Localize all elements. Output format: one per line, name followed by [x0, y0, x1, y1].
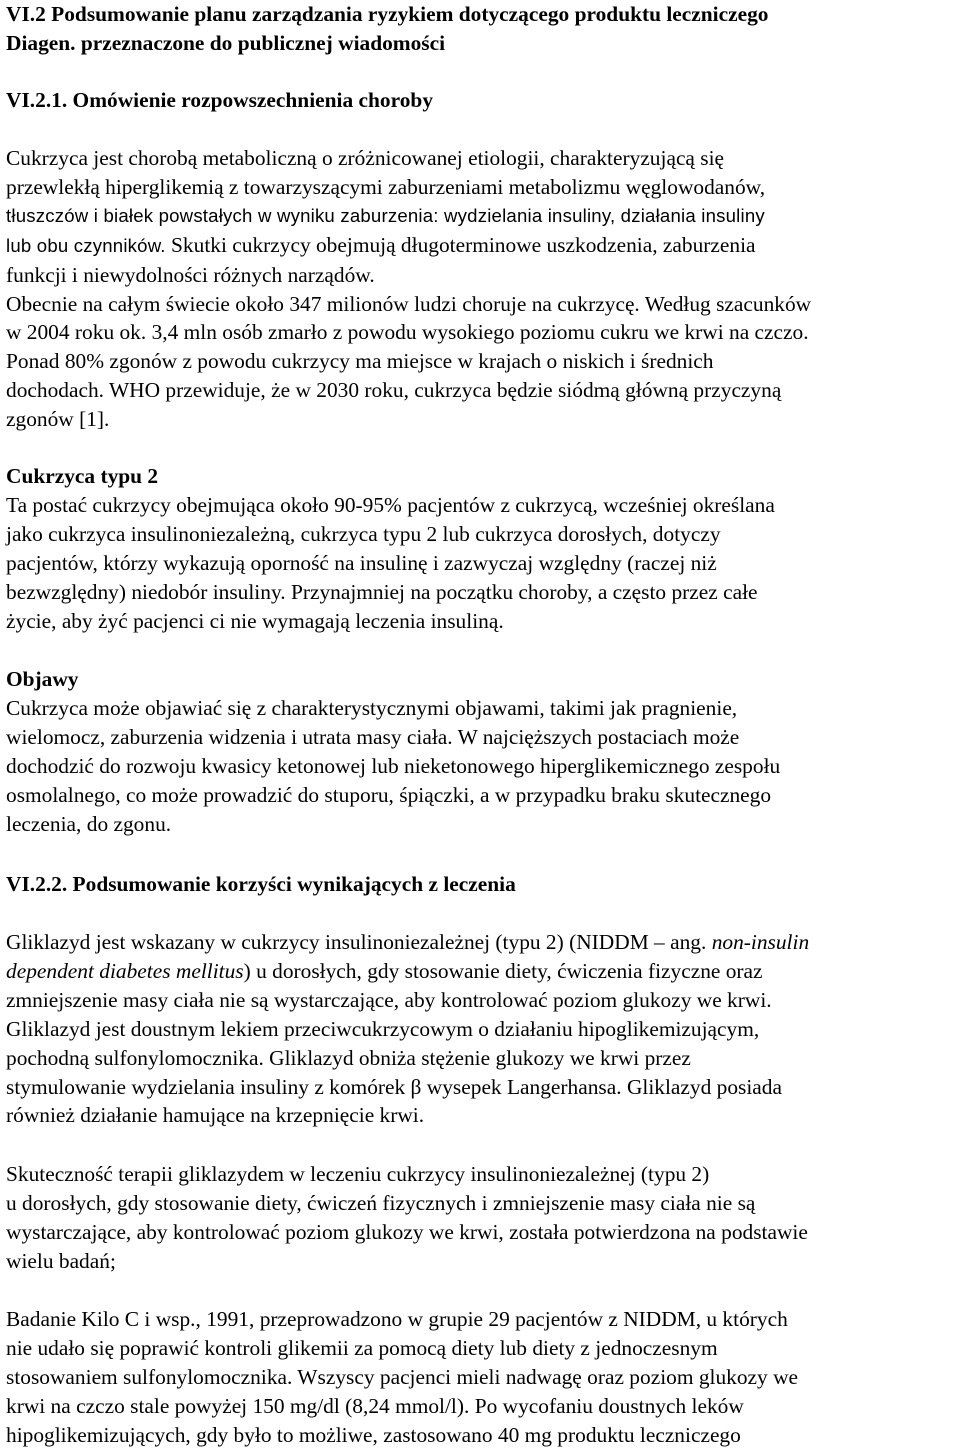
- text-line: Obecnie na całym świecie około 347 milionów ludzi choruje na cukrzycę. Według szacunków: [6, 291, 812, 316]
- text-line: stosowaniem sulfonylomocznika. Wszyscy pacjenci mieli nadwagę oraz poziom glukozy we: [6, 1364, 799, 1389]
- text-line: krwi na czczo stale powyżej 150 mg/dl (8,24 mmol/l). Po wycofaniu doustnych leków: [6, 1393, 744, 1418]
- text-line: Badanie Kilo C i wsp., 1991, przeprowadzono w grupie 29 pacjentów z NIDDM, u których: [6, 1307, 788, 1331]
- text-span: ) u dorosłych, gdy stosowanie diety, ćwiczenia fizyczne oraz: [243, 958, 763, 983]
- text-line: [6, 928, 809, 957]
- text-line: tłuszczów i białek powstałych w wyniku zaburzenia: wydzielania insuliny, działania insuliny: [6, 204, 765, 226]
- text-line: dochodzić do rozwoju kwasicy ketonowej lub nieketonowego hiperglikemicznego zespołu: [6, 753, 781, 778]
- italic-span: non-insulin: [711, 930, 810, 954]
- type2-heading: Cukrzyca typu 2: [6, 464, 159, 488]
- subsection-title: VI.2.1. Omówienie rozpowszechnienia choroby: [6, 88, 434, 112]
- text-line: Ta postać cukrzycy obejmująca około 90-95% pacjentów z cukrzycą, wcześniej określana: [6, 492, 775, 517]
- text-line: leczenia, do zgonu.: [6, 811, 172, 836]
- text-span: Skutki cukrzycy obejmują długoterminowe uszkodzenia, zaburzenia: [165, 232, 756, 257]
- text-line: hipoglikemizujących, gdy było to możliwe, zastosowano 40 mg produktu leczniczego: [6, 1422, 741, 1447]
- text-span: Gliklazyd jest wskazany w cukrzycy insulinoniezależnej (typu 2) (NIDDM – ang.: [6, 930, 712, 954]
- text-line: funkcji i niewydolności różnych narządów.: [6, 262, 375, 287]
- text-line: zmniejszenie masy ciała nie są wystarczające, aby kontrolować poziom glukozy we krwi.: [6, 987, 772, 1012]
- text-line: pacjentów, którzy wykazują oporność na insulinę i zazwyczaj względny (raczej niż: [6, 550, 717, 575]
- text-line: przewlekłą hiperglikemią z towarzyszącymi zaburzeniami metabolizmu węglowodanów,: [6, 174, 766, 199]
- text-line: wystarczające, aby kontrolować poziom glukozy we krwi, została potwierdzona na podstawie: [6, 1219, 808, 1244]
- text-line: dochodach. WHO przewiduje, że w 2030 roku, cukrzyca będzie siódmą główną przyczyną: [6, 378, 782, 403]
- text-line: jako cukrzyca insulinoniezależną, cukrzyca typu 2 lub cukrzyca dorosłych, dotyczy: [6, 521, 721, 546]
- text-line: Ponad 80% zgonów z powodu cukrzycy ma miejsce w krajach o niskich i średnich: [6, 349, 714, 374]
- text-line: wielomocz, zaburzenia widzenia i utrata masy ciała. W najcięższych postaciach może: [6, 724, 740, 749]
- text-line: [6, 957, 809, 986]
- text-line: Gliklazyd jest doustnym lekiem przeciwcukrzycowym o działaniu hipoglikemizującym,: [6, 1016, 760, 1041]
- italic-span: dependent diabetes mellitus: [6, 958, 244, 983]
- section-title-line: Diagen. przeznaczone do publicznej wiadomości: [6, 30, 446, 55]
- symptoms-heading: Objawy: [6, 667, 79, 691]
- benefits-title: VI.2.2. Podsumowanie korzyści wynikających z leczenia: [6, 872, 516, 896]
- text-line: u dorosłych, gdy stosowanie diety, ćwiczeń fizycznych i zmniejszenie masy ciała nie są: [6, 1190, 756, 1215]
- text-line: w 2004 roku ok. 3,4 mln osób zmarło z powodu wysokiego poziomu cukru we krwi na czczo.: [6, 320, 809, 345]
- type2-section: [6, 462, 775, 635]
- text-line: Cukrzyca jest chorobą metaboliczną o zróżnicowanej etiologii, charakteryzującą się: [6, 146, 725, 170]
- text-line: stymulowanie wydzielania insuliny z komórek β wysepek Langerhansa. Gliklazyd posiada: [6, 1074, 782, 1099]
- text-line: bezwzględny) niedobór insuliny. Przynajmniej na początku choroby, a często przez całe: [6, 579, 758, 604]
- text-line: [6, 231, 811, 261]
- text-span: lub obu czynników.: [6, 234, 166, 256]
- text-line: zgonów [1].: [6, 407, 110, 432]
- text-line: nie udało się poprawić kontroli glikemii za pomocą diety lub diety z jednoczesnym: [6, 1335, 718, 1360]
- text-line: życie, aby żyć pacjenci ci nie wymagają leczenia insuliną.: [6, 608, 504, 633]
- benefits-paragraph: [6, 928, 809, 1130]
- kilo-study-paragraph: [6, 1305, 798, 1450]
- text-line: wielu badań;: [6, 1248, 116, 1273]
- symptoms-section: [6, 665, 780, 838]
- text-line: również działanie hamujące na krzepnięcie krwi.: [6, 1103, 425, 1128]
- text-line: Skuteczność terapii gliklazydem w leczeniu cukrzycy insulinoniezależnej (typu 2): [6, 1162, 710, 1186]
- text-line: osmolalnego, co może prowadzić do stuporu, śpiączki, a w przypadku braku skutecznego: [6, 782, 772, 807]
- section-title-line: VI.2 Podsumowanie planu zarządzania ryzykiem dotyczącego produktu leczniczego: [6, 2, 769, 26]
- prevalence-paragraph: [6, 144, 811, 434]
- efficacy-paragraph: [6, 1160, 808, 1276]
- section-title: [6, 0, 769, 58]
- text-line: Cukrzyca może objawiać się z charakterystycznymi objawami, takimi jak pragnienie,: [6, 695, 738, 720]
- text-line: pochodną sulfonylomocznika. Gliklazyd obniża stężenie glukozy we krwi przez: [6, 1045, 691, 1070]
